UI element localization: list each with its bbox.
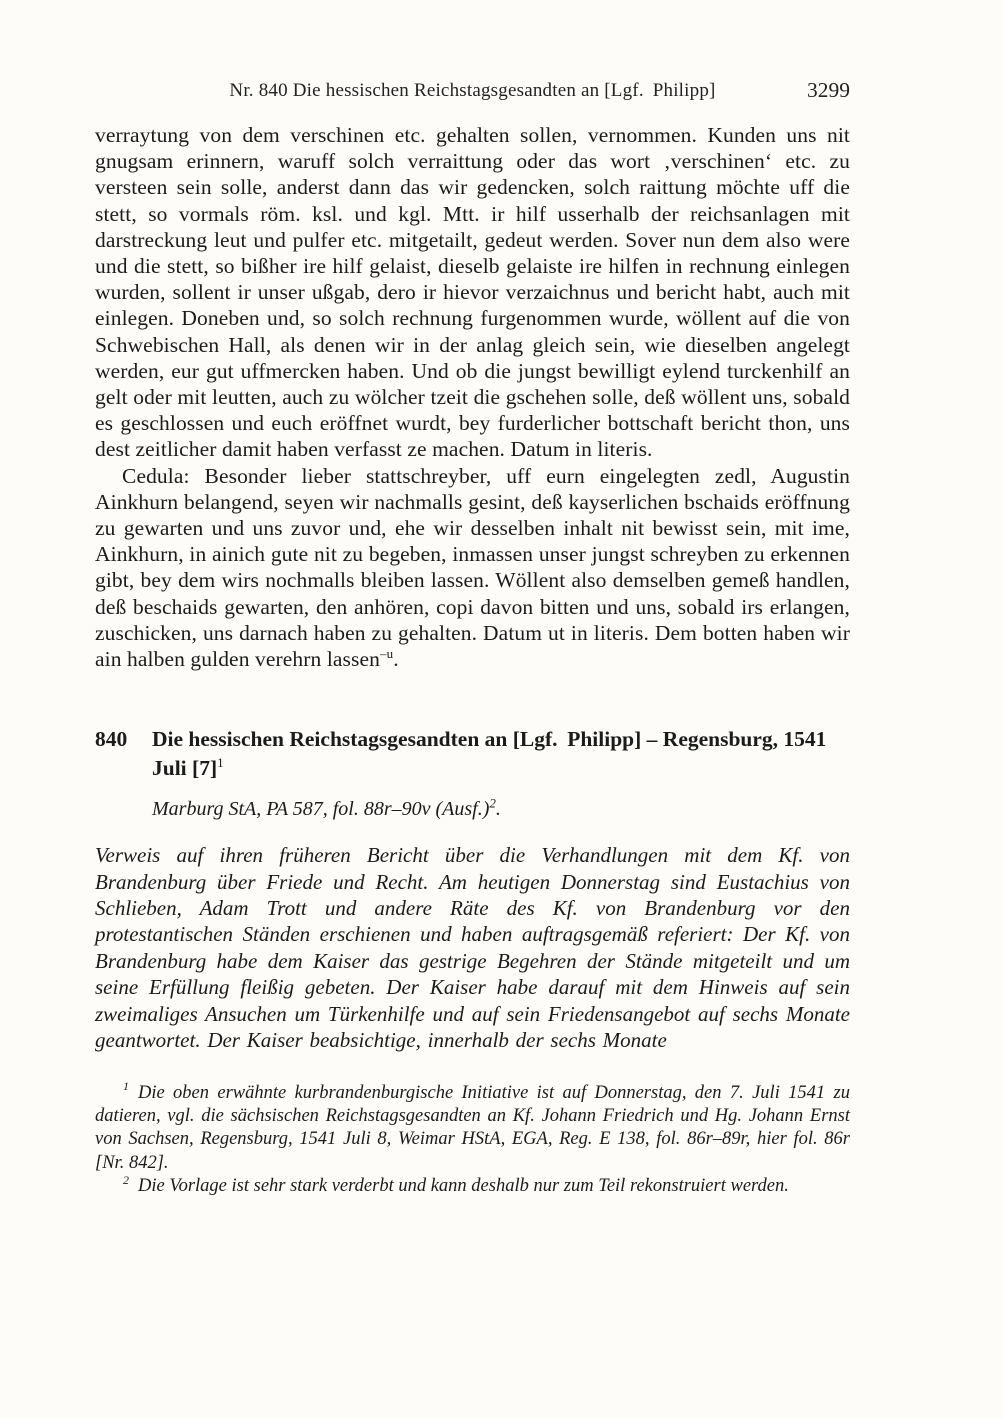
body-paragraph-2-period: . (393, 647, 399, 672)
footnote-1-number: 1 (123, 1079, 129, 1094)
source-period: . (495, 798, 501, 821)
body-paragraph-1: verraytung von dem verschinen etc. gehalten sollen, vernommen. Kunden uns nit gnugsam erinnern, waruff solch verraittung oder das wort ‚verschinen‘ etc. zu versteen sein solle, anderst dann das wir gedencken, solch raittung möchte uff die stett, so vormals röm. ksl. und kgl. Mtt. ir hilf usserhalb der reichsanlagen mit darstreckung leut und pulfer etc. mitgetailt, gedeut werden. Sover nun dem also were und die stett, so bißher ire hilf gelaist, dieselb gelaiste ire hilfen in rechnung einlegen wurden, sollent ir unser ußgab, dero ir hievor verzaichnus und bericht habt, auch mit einlegen. Doneben und, so solch rechnung furgenommen wurde, wöllent auf die von Schwebischen Hall, als denen wir in der anlag gleich sein, wie dieselben angelegt werden, eur gut uffmercken haben. Und ob die jungst bewilligt eylend turckenhilf an gelt oder mit leutten, auch zu wölcher tzeit die gschehen solle, deß wöllent uns, sobald es geschlossen und euch eröffnet wurdt, bey furderlicher bottschaft bericht thon, uns dest zeitlicher damit haben verfasst ze machen. Datum in literis. (95, 123, 850, 462)
text-critical-note-mark: –u (380, 645, 394, 661)
body-paragraph-2-text: Cedula: Besonder lieber stattschreyber, uff eurn eingelegten zedl, Augustin Ainkhurn belangend, seyen wir nachmalls gesint, deß kayserlichen bschaids eröffnung zu gewarten und uns zuvor und, ehe wir desselben inhalt nit bewisst sein, mit ime, Ainkhurn, in ainich gute nit zu begeben, inmassen unser jungst schreyben zu erkennen gibt, bey dem wirs nochmalls bleiben lassen. Wöllent also demselben gemeß handlen, deß beschaids gewarten, den anhören, copi davon bitten und uns, sobald irs erlangen, zuschicken, uns darnach haben zu gehalten. Datum ut in literis. Dem botten haben wir ain halben gulden verehrn lassen (95, 463, 850, 672)
entry-840 (95, 725, 850, 1053)
running-header (95, 80, 850, 106)
page-content (95, 80, 850, 1199)
footnote-ref-1: 1 (217, 755, 224, 771)
source-text: Marburg StA, PA 587, fol. 88r–90v (Ausf.) (152, 798, 490, 821)
entry-heading (95, 725, 850, 783)
entry-number: 840 (95, 727, 128, 752)
footnote-1-text: Die oben erwähnte kurbrandenburgische Initiative ist auf Donnerstag, den 7. Juli 1541 zu datieren, vgl. die sächsischen Reichstagsgesandten an Kf. Johann Friedrich und Hg. Johann Ernst von Sachsen, Regensburg, 1541 Juli 8, Weimar HStA, EGA, Reg. E 138, fol. 86r–89r, hier fol. 86r [Nr. 842]. (95, 1082, 850, 1173)
entry-title (152, 727, 826, 780)
footnote-1 (95, 1079, 850, 1176)
page-number: 3299 (807, 78, 850, 102)
footnote-2-number: 2 (123, 1172, 129, 1187)
running-title: Nr. 840 Die hessischen Reichstagsgesandten an [Lgf. Philipp] (229, 80, 716, 101)
source-line (152, 795, 850, 821)
entry-summary: Verweis auf ihren früheren Bericht über die Verhandlungen mit dem Kf. von Brandenburg über Friede und Recht. Am heutigen Donnerstag sind Eustachius von Schlieben, Adam Trott und andere Räte des Kf. von Brandenburg vor den protestantischen Ständen erschienen und haben auftragsgemäß referiert: Der Kf. von Brandenburg habe dem Kaiser das gestrige Begehren der Stände mitgeteilt und um seine Erfüllung fleißig gebeten. Der Kaiser habe darauf mit dem Hinweis auf sein zweimaliges Ansuchen um Türkenhilfe und auf sein Friedensangebot auf sechs Monate geantwortet. Der Kaiser beabsichtige, innerhalb der sechs Monate (95, 843, 850, 1053)
body-paragraph-2 (95, 463, 850, 673)
footnote-2-text: Die Vorlage ist sehr stark verderbt und kann deshalb nur zum Teil rekonstruiert werden. (138, 1176, 789, 1197)
footnote-ref-2: 2 (489, 795, 496, 811)
entry-title-text: Die hessischen Reichstagsgesandten an [Lgf. Philipp] – Regensburg, 1541 Juli [7] (152, 727, 827, 781)
footnote-2 (95, 1172, 850, 1198)
footnotes-section (95, 1079, 850, 1199)
document-body (95, 122, 850, 672)
